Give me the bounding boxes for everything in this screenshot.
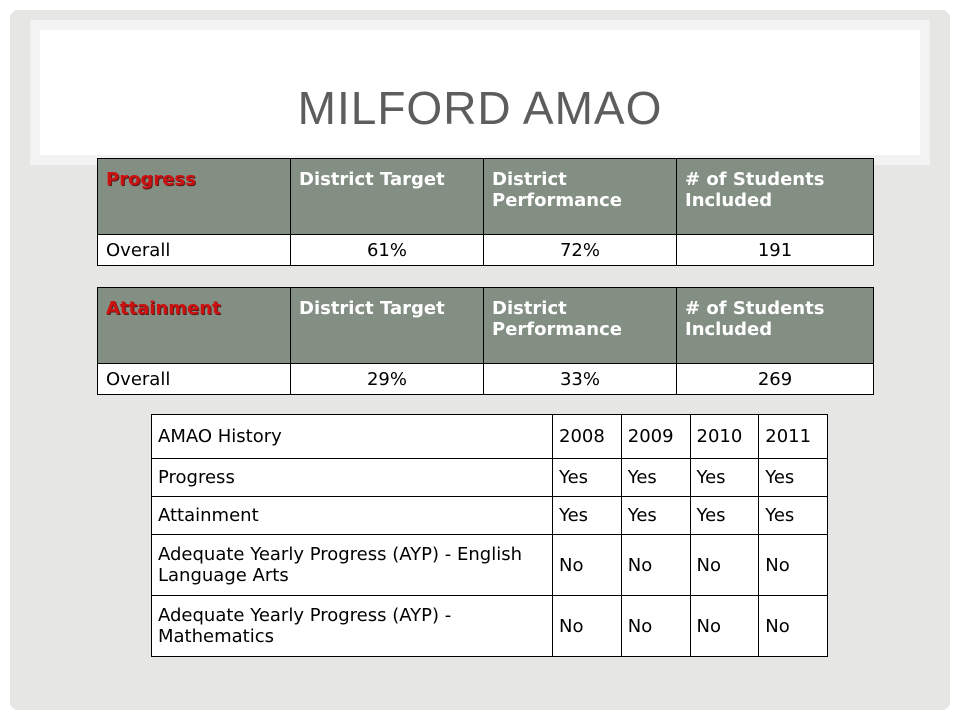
table-cell: Yes [553,459,622,497]
table-cell: Yes [553,497,622,535]
title-panel [40,30,920,155]
table-cell: Attainment [152,497,553,535]
amao-history-table [151,414,828,657]
table-header-row [98,288,874,364]
table-header-cell: Progress [98,159,291,235]
table-header-cell: 2009 [621,415,690,459]
table-row [152,497,828,535]
table-cell: 61% [291,235,484,266]
table-cell: 72% [484,235,677,266]
table-header-cell: District Target [291,159,484,235]
table-cell: Adequate Yearly Progress (AYP) - Mathematics [152,596,553,657]
table-cell: 33% [484,364,677,395]
table-header-cell: District Performance [484,288,677,364]
title-frame [30,20,930,165]
table-cell: 29% [291,364,484,395]
table-row [152,459,828,497]
table-cell: Overall [98,235,291,266]
table-header-cell: Attainment [98,288,291,364]
table-header-cell: AMAO History [152,415,553,459]
table-row [98,364,874,395]
table-header-cell: 2010 [690,415,759,459]
table-cell: 269 [677,364,874,395]
table-cell: No [553,596,622,657]
table-header-cell: # of Students Included [677,159,874,235]
table-cell: Progress [152,459,553,497]
table-header-cell: 2008 [553,415,622,459]
table-header-cell: District Performance [484,159,677,235]
table-cell: No [759,535,828,596]
table-header-row [98,159,874,235]
table-cell: No [553,535,622,596]
table-header-row [152,415,828,459]
table-cell: Overall [98,364,291,395]
table-cell: Yes [621,497,690,535]
table-cell: Adequate Yearly Progress (AYP) - English Language Arts [152,535,553,596]
table-header-cell: District Target [291,288,484,364]
table-cell: 191 [677,235,874,266]
table-header-cell: 2011 [759,415,828,459]
table-cell: Yes [621,459,690,497]
table-cell: Yes [759,459,828,497]
table-header-cell: # of Students Included [677,288,874,364]
attainment-table [97,287,874,395]
table-cell: No [690,535,759,596]
table-cell: Yes [690,459,759,497]
table-cell: No [690,596,759,657]
table-cell: Yes [759,497,828,535]
progress-table [97,158,874,266]
table-cell: No [621,596,690,657]
page-title: MILFORD AMAO [297,81,663,134]
table-row [98,235,874,266]
table-cell: Yes [690,497,759,535]
table-cell: No [621,535,690,596]
table-row [152,596,828,657]
table-row [152,535,828,596]
table-cell: No [759,596,828,657]
